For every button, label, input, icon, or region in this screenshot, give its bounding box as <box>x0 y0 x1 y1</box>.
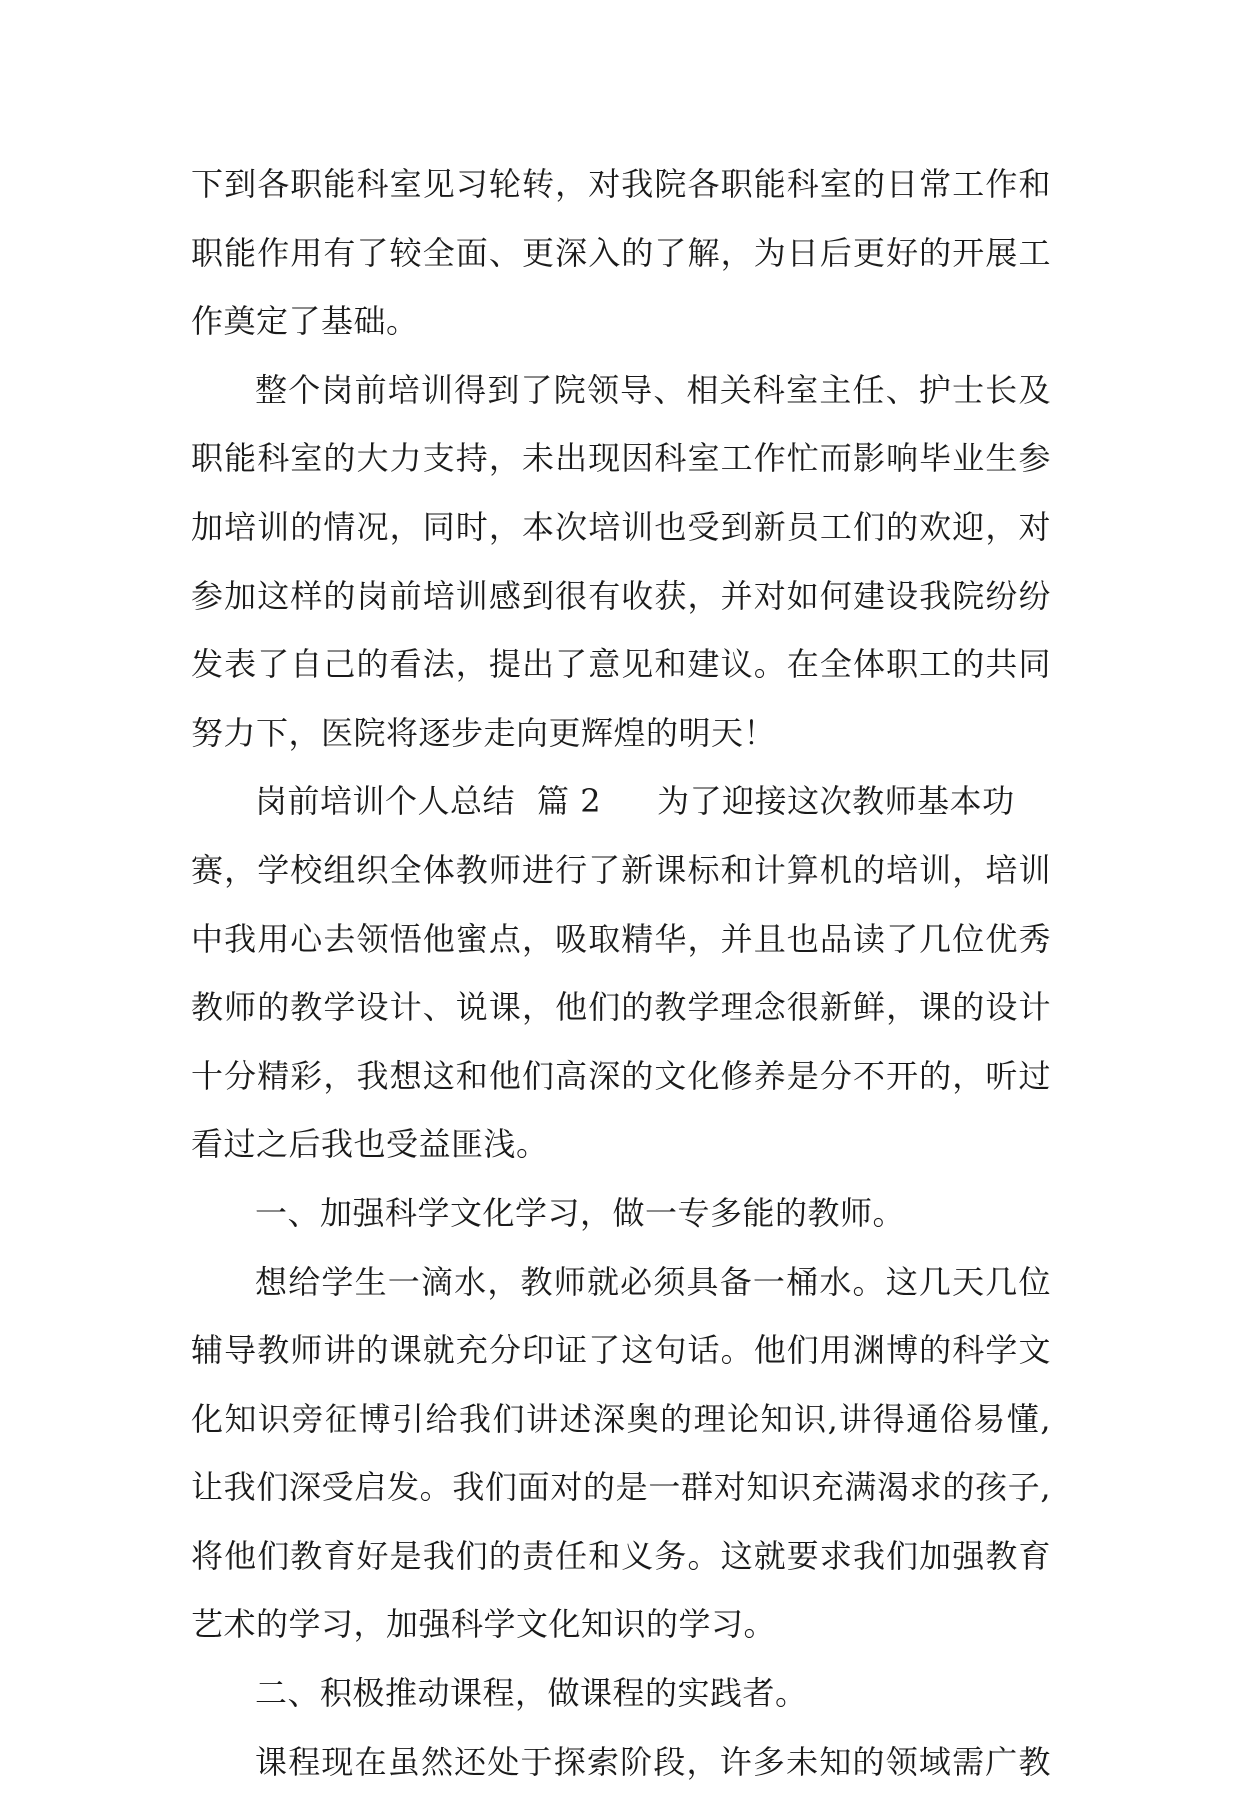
body-line: 辅导教师讲的课就充分印证了这句话。他们用渊博的科学文 <box>191 1331 1051 1370</box>
body-line: 赛，学校组织全体教师进行了新课标和计算机的培训，培训 <box>191 850 1051 889</box>
body-line: 课程现在虽然还处于探索阶段，许多未知的领域需广教 <box>255 1742 1051 1781</box>
body-line: 教师的教学设计、说课，他们的教学理念很新鲜，课的设计 <box>191 988 1051 1027</box>
body-line: 看过之后我也受益匪浅。 <box>191 1125 549 1164</box>
subheading-line: 一、加强科学文化学习，做一专多能的教师。 <box>255 1193 906 1232</box>
section-part-number: 篇 2 <box>537 782 602 821</box>
body-line: 参加这样的岗前培训感到很有收获，并对如何建设我院纷纷 <box>191 576 1051 615</box>
body-line: 下到各职能科室见习轮转，对我院各职能科室的日常工作和 <box>191 165 1051 203</box>
body-line: 化知识旁征博引给我们讲述深奥的理论知识,讲得通俗易懂, <box>191 1399 1051 1438</box>
body-line: 中我用心去领悟他蜜点，吸取精华，并且也品读了几位优秀 <box>191 919 1051 958</box>
body-line: 职能科室的大力支持，未出现因科室工作忙而影响毕业生参 <box>191 439 1051 478</box>
document-body <box>191 160 1051 1806</box>
body-line: 想给学生一滴水，教师就必须具备一桶水。这几天几位 <box>255 1262 1051 1301</box>
body-line: 职能作用有了较全面、更深入的了解，为日后更好的开展工 <box>191 233 1051 272</box>
subheading-line: 二、积极推动课程，做课程的实践者。 <box>255 1674 808 1713</box>
body-line: 十分精彩，我想这和他们高深的文化修养是分不开的，听过 <box>191 1056 1051 1095</box>
body-line: 将他们教育好是我们的责任和义务。这就要求我们加强教育 <box>191 1536 1051 1575</box>
body-line: 发表了自己的看法，提出了意见和建议。在全体职工的共同 <box>191 645 1051 684</box>
section-heading-line <box>191 777 1051 846</box>
section-heading: 岗前培训个人总结 <box>255 782 516 821</box>
body-line: 加培训的情况，同时，本次培训也受到新员工们的欢迎，对 <box>191 507 1051 546</box>
body-line: 整个岗前培训得到了院领导、相关科室主任、护士长及 <box>255 370 1051 409</box>
section-lead-text: 为了迎接这次教师基本功 <box>657 782 1015 821</box>
body-line: 作奠定了基础。 <box>191 302 419 341</box>
body-line: 努力下，医院将逐步走向更辉煌的明天！ <box>191 713 777 752</box>
body-line: 让我们深受启发。我们面对的是一群对知识充满渴求的孩子, <box>191 1468 1051 1507</box>
body-line: 艺术的学习，加强科学文化知识的学习。 <box>191 1605 777 1644</box>
